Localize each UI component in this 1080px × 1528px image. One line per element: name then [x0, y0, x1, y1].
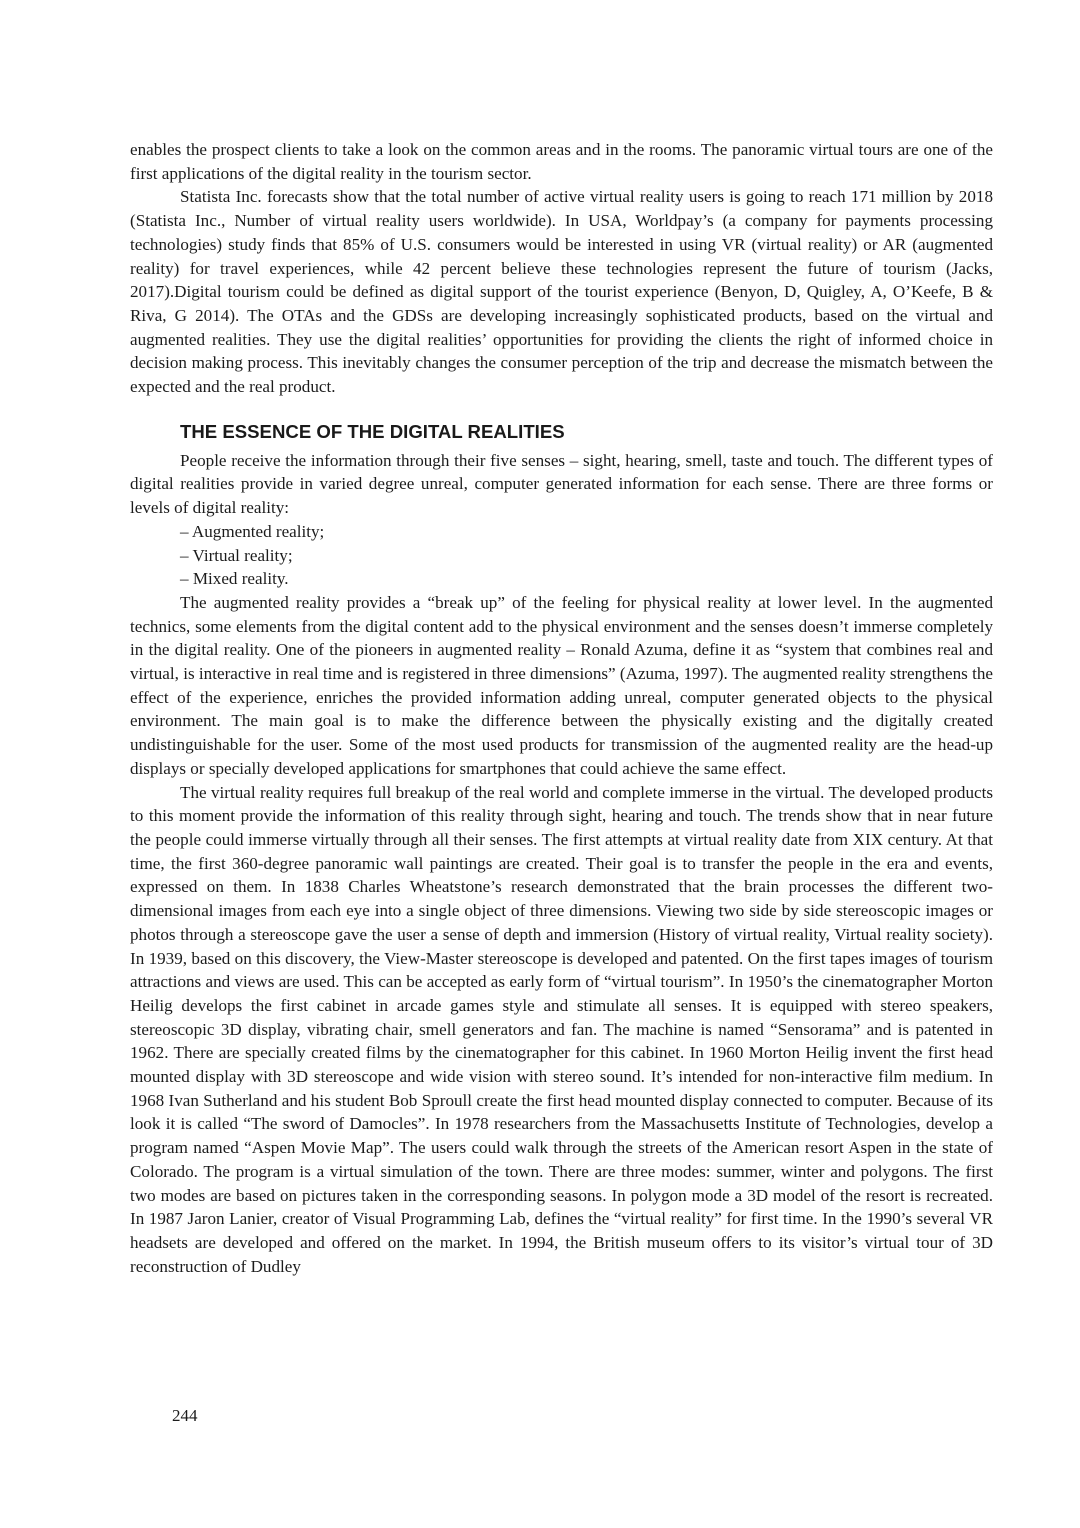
document-page	[130, 138, 993, 1278]
section-heading: THE ESSENCE OF THE DIGITAL REALITIES	[180, 420, 565, 442]
list-item-mixed: – Mixed reality.	[180, 569, 289, 589]
list-item-virtual: – Virtual reality;	[180, 545, 293, 565]
paragraph-statista: Statista Inc. forecasts show that the total number of active virtual reality users is going to reach 171 million by 2018 (Statista Inc., Number of virtual reality users worldwide). In USA, Worldpay’s (a company for payments processing technologies) study finds that 85% of U.S. consumers would be interested in using VR (virtual reality) or AR (augmented reality) for travel experiences, while 42 percent believe these technologies represent the future of tourism (Jacks, 2017).Digital tourism could be defined as digital support of the tourist experience (Benyon, D, Quigley, A, O’Keefe, B & Riva, G 2014). The OTAs and the GDSs are developing increasingly sophisticated products, based on the virtual and augmented realities. They use the digital realities’ opportunities for providing the clients the right of informed choice in decision making process. This inevitably changes the consumer perception of the trip and decrease the mismatch between the expected and the real product.	[130, 187, 993, 397]
paragraph-senses: People receive the information through their five senses – sight, hearing, smell, taste and touch. The different types of digital realities provide in varied degree unreal, computer generated information for each sense. There are three forms or levels of digital reality:	[130, 450, 993, 518]
paragraph-virtual-reality: The virtual reality requires full breakup of the real world and complete immerse in the virtual. The developed products to this moment provide the information of this reality through sight, hearing and touch. The trends show that in near future the people could immerse virtually through all their senses. The first attempts at virtual reality date from XIX century. At that time, the first 360-degree panoramic wall paintings are created. Their goal is to transfer the people in the era and events, expressed on them. In 1838 Charles Wheatstone’s research demonstrated that the brain processes the different two-dimensional images from each eye into a single object of three dimensions. Viewing two side by side stereoscopic images or photos through a stereoscope gave the user a sense of depth and immersion (History of virtual reality, Virtual reality society). In 1939, based on this discovery, the View-Master stereoscope is developed and patented. On the first tapes images of tourism attractions and views are used. This can be accepted as early form of “virtual tourism”. In 1950’s the cinematographer Morton Heilig develops the first cabinet in arcade games style and stimulate all senses. It is equipped with stereo speakers, stereoscopic 3D display, vibrating chair, smell generators and fan. The machine is named “Sensorama” and is patented in 1962. There are specially created films by the cinematographer for this cabinet. In 1960 Morton Heilig invent the first head mounted display with 3D stereoscope and wide vision with stereo sound. It’s intended for non-interactive film medium. In 1968 Ivan Sutherland and his student Bob Sproull create the first head mounted display connected to computer. Because of its look it is called “The sword of Damocles”. In 1978 researchers from the Massachusetts Institute of Technologies, develop a program named “Aspen Movie Map”. The users could walk through the streets of the American resort Aspen in the state of Colorado. The program is a virtual simulation of the town. There are three modes: summer, winter and polygons. The first two modes are based on pictures taken in the corresponding seasons. In polygon mode a 3D model of the resort is recreated. In 1987 Jaron Lanier, creator of Visual Programming Lab, defines the “virtual reality” for first time. In the 1990’s several VR headsets are developed and offered on the market. In 1994, the British museum offers to its visitor’s virtual tour of 3D reconstruction of Dudley	[130, 782, 993, 1276]
reality-levels-list	[130, 520, 993, 591]
paragraph-continued: enables the prospect clients to take a look on the common areas and in the rooms. The panoramic virtual tours are one of the first applications of the digital reality in the tourism sector.	[130, 140, 993, 183]
list-item-augmented: – Augmented reality;	[180, 521, 325, 541]
paragraph-augmented-reality: The augmented reality provides a “break up” of the feeling for physical reality at lower level. In the augmented technics, some elements from the digital content add to the physical environment and the senses doesn’t immerse completely in the digital reality. One of the pioneers in augmented reality – Ronald Azuma, define it as “system that combines real and virtual, is interactive in real time and is registered in three dimensions” (Azuma, 1997). The augmented reality strengthens the effect of the experience, enriches the provided information adding unreal, computer generated objects to the physical environment. The main goal is to make the difference between the physically existing and the digitally created undistinguishable for the user. Some of the most used products for transmission of the augmented reality are the head-up displays or specially developed applications for smartphones that could achieve the same effect.	[130, 592, 993, 778]
page-number: 244	[172, 1406, 198, 1425]
